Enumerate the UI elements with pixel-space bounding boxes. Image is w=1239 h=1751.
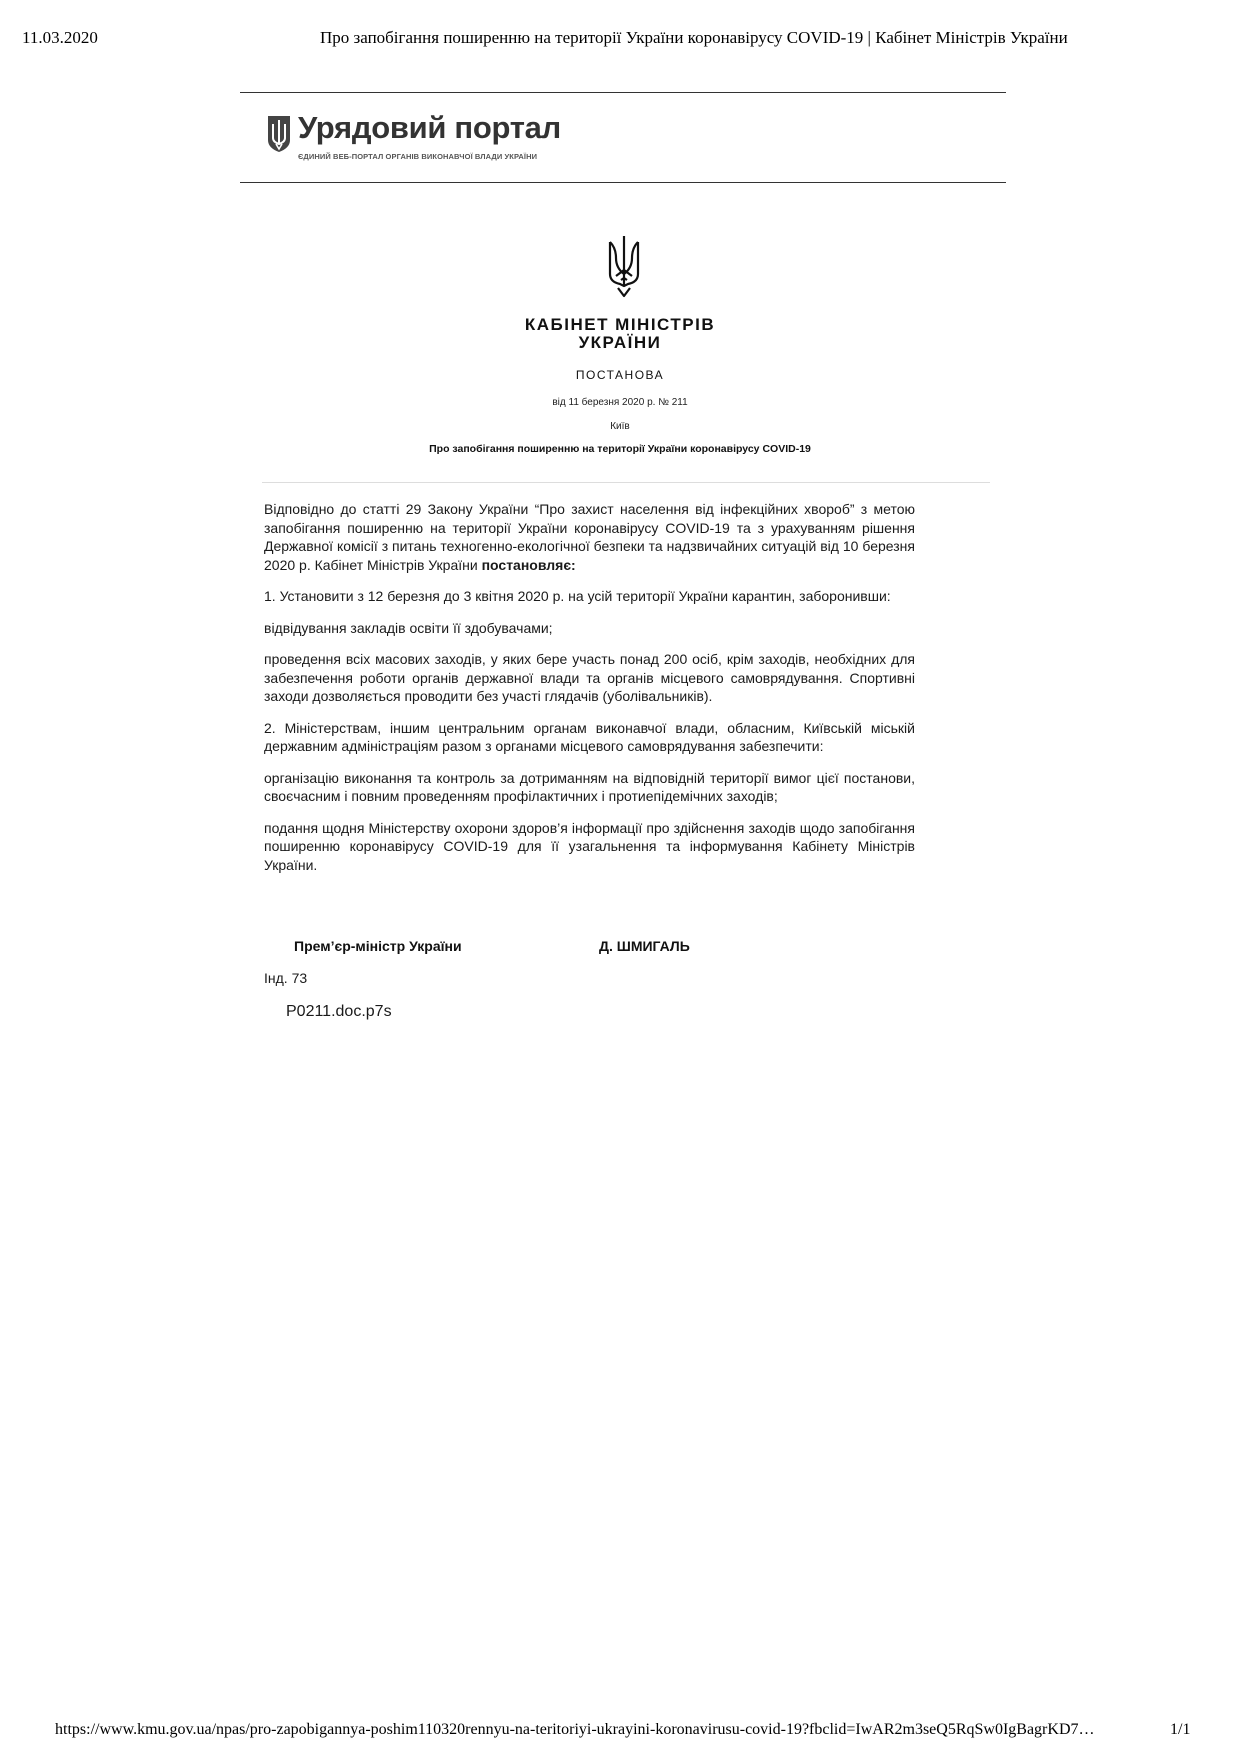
portal-tagline: ЄДИНИЙ ВЕБ-ПОРТАЛ ОРГАНІВ ВИКОНАВЧОЇ ВЛАДИ УКРАЇНИ [298,152,538,161]
paragraph-2a: організацію виконання та контроль за дотриманням на відповідній території вимог цієї постанови, своєчасним і повним проведенням профілактичних і протиепідемічних заходів; [264,769,915,804]
header-bottom-rule [240,182,1006,183]
intro-resolves: постановляє: [481,556,576,573]
paragraph-2b: подання щодня Міністерству охорони здоров’я інформації про здійснення заходів щодо запобігання поширенню коронавірусу COVID-19 для її узагальнення та інформування Кабінету Міністрів України. [264,819,915,873]
print-url: https://www.kmu.gov.ua/npas/pro-zapobigannya-poshim110320rennyu-na-teritoriyi-ukrayini-koronavirusu-covid-19?fbclid=IwAR2m3seQ5RqSw0IgBagrKD7… [55,1721,1095,1738]
document-city: Київ [610,421,630,432]
signature-role: Прем’єр-міністр України [294,938,462,954]
intro-paragraph [264,500,915,574]
trident-icon [266,114,292,154]
coat-of-arms-icon [604,234,644,298]
paragraph-1b: проведення всіх масових заходів, у яких бере участь понад 200 осіб, крім заходів, необхідних для забезпечення роботи органів державної влади та органів місцевого самоврядування. Спортивні заходи дозволяється проводити без участі глядачів (уболівальників). [264,651,915,704]
attachment-link[interactable]: P0211.doc.p7s [286,1003,392,1020]
document-subject: Про запобігання поширенню на території України коронавірусу COVID-19 [429,443,811,455]
header-top-rule [240,92,1006,93]
paragraph-1a: відвідування закладів освіти її здобувачами; [264,619,553,636]
organization-name-line2: УКРАЇНИ [578,333,662,352]
paragraph-1: 1. Установити з 12 березня до 3 квітня 2020 р. на усій території України карантин, заборонивши: [264,588,891,604]
document-date-number: від 11 березня 2020 р. № 211 [552,397,688,408]
document-type: ПОСТАНОВА [575,368,665,382]
content-divider [262,482,990,483]
print-page-title: Про запобігання поширенню на території України коронавірусу COVID-19 | Кабінет Міністрів України [320,28,1068,47]
print-page-number: 1/1 [1170,1721,1191,1738]
intro-text: Відповідно до статті 29 Закону України “Про захист населення від інфекційних хвороб” з метою запобігання поширенню на території України коронавірусу COVID-19 та з урахуванням рішення Державної комісії з питань техногенно-екологічної безпеки та надзвичайних ситуацій від 10 березня 2020 р. Кабінет Міністрів України [264,501,915,573]
signature-block [294,938,794,958]
portal-logo[interactable] [266,110,586,166]
organization-name-line1: КАБІНЕТ МІНІСТРІВ [524,315,716,334]
print-date: 11.03.2020 [22,28,98,47]
organization-name [420,316,820,352]
paragraph-2: 2. Міністерствам, іншим центральним органам виконавчої влади, обласним, Київській міській державним адміністраціям разом з органами місцевого самоврядування забезпечити: [264,719,915,754]
document-body [264,500,915,887]
signature-name: Д. ШМИГАЛЬ [599,938,690,954]
portal-name: Урядовий портал [298,110,561,145]
document-index: Інд. 73 [264,970,308,986]
